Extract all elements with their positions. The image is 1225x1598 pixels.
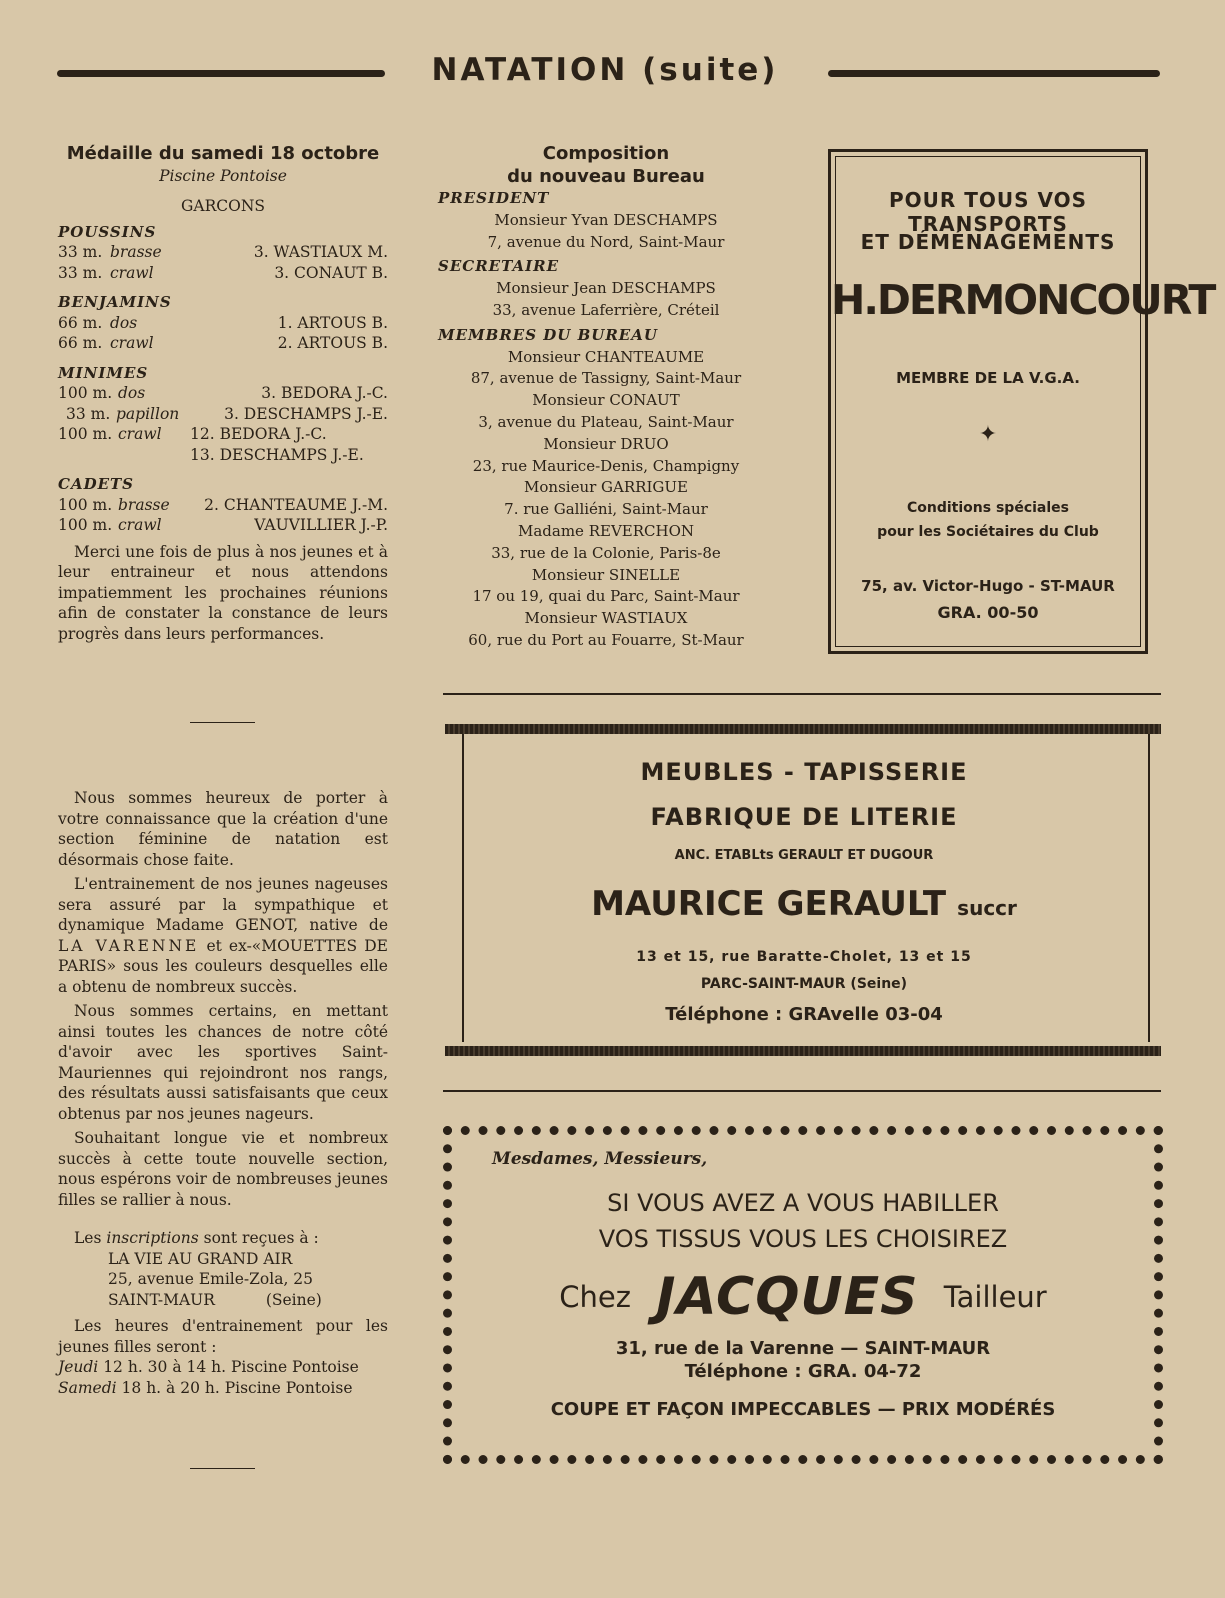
ad-transport	[828, 149, 1215, 654]
column-divider	[190, 722, 255, 723]
feminine-paragraph-3: Nous sommes certains, en mettant ainsi toutes les chances de notre côté d'avoir avec les sportives Saint-Mauriennes qui rejoindront nos rangs, des résultats aussi satisfaisants que ceux obtenus par nos jeunes nageurs.	[58, 1002, 388, 1123]
ad-transport-conditions-2: pour les Sociétaires du Club	[877, 524, 1099, 540]
member-address: 87, avenue de Tassigny, Saint-Maur	[470, 369, 742, 388]
member-address: 3, avenue du Plateau, Saint-Maur	[478, 412, 734, 431]
member-name: Monsieur GARRIGUE	[524, 478, 688, 497]
secretary-label: SECRETAIRE	[438, 257, 559, 276]
result-row: 33 m. papillon 3. DESCHAMPS J.-E.	[66, 404, 388, 423]
results-subtitle: Piscine Pontoise	[159, 167, 287, 185]
secretary-address: 33, avenue Laferrière, Créteil	[492, 300, 720, 319]
ad-furniture-phone: Téléphone : GRAvelle 03-04	[665, 1004, 943, 1025]
benjamins-label: BENJAMINS	[58, 293, 172, 311]
address-line-3: SAINT-MAUR (Seine)	[108, 1290, 322, 1309]
result-row: 13. DESCHAMPS J.-E.	[190, 445, 364, 464]
ad-transport-member: MEMBRE DE LA V.G.A.	[896, 369, 1080, 387]
president-label: PRESIDENT	[438, 189, 550, 207]
ad-tailor-greeting: Mesdames, Messieurs,	[492, 1149, 708, 1169]
results-title: Médaille du samedi 18 octobre	[66, 143, 380, 164]
member-address: 33, rue de la Colonie, Paris-8e	[491, 543, 721, 562]
ad-furniture-address: 13 et 15, rue Baratte-Cholet, 13 et 15	[636, 949, 972, 965]
member-name: Monsieur WASTIAUX	[524, 609, 688, 628]
column-divider-bottom	[190, 1468, 255, 1469]
cadets-label: CADETS	[58, 475, 135, 493]
hours-line-2: Samedi 18 h. à 20 h. Piscine Pontoise	[58, 1378, 353, 1397]
result-row: 100 m. crawl VAUVILLIER J.-P.	[58, 516, 388, 534]
ad-transport-conditions-1: Conditions spéciales	[907, 500, 1069, 516]
ad-furniture	[445, 724, 1163, 1058]
inscriptions-line: Les inscriptions sont reçues à :	[74, 1229, 319, 1247]
result-row: 100 m. brasse 2. CHANTEAUME J.-M.	[58, 495, 388, 514]
member-address: 60, rue du Port au Fouarre, St-Maur	[468, 630, 744, 649]
ad-furniture-name: MAURICE GERAULT succr	[591, 884, 1017, 924]
bureau-title-1: Composition	[542, 143, 670, 164]
member-name: Monsieur CONAUT	[532, 391, 680, 410]
result-row: 33 m. crawl 3. CONAUT B.	[58, 263, 388, 282]
results-category: GARCONS	[181, 197, 265, 215]
ad-transport-address: 75, av. Victor-Hugo - ST-MAUR	[861, 577, 1115, 595]
member-address: 23, rue Maurice-Denis, Champigny	[472, 456, 740, 475]
ad-tailor-slogan: COUPE ET FAÇON IMPECCABLES — PRIX MODÉRÉS	[550, 1399, 1056, 1420]
ad-tailor-address: 31, rue de la Varenne — SAINT-MAUR	[615, 1338, 991, 1359]
ad-tailor-line-2: VOS TISSUS VOUS LES CHOISIREZ	[598, 1225, 1008, 1253]
divider-rule	[443, 693, 1161, 695]
address-line-2: 25, avenue Emile-Zola, 25	[108, 1270, 314, 1288]
secretary-name: Monsieur Jean DESCHAMPS	[496, 279, 716, 298]
feminine-paragraph-1: Nous sommes heureux de porter à votre connaissance que la création d'une section féminine de natation est désormais chose faite.	[58, 789, 388, 869]
ad-transport-line-1: POUR TOUS VOS TRANSPORTS	[888, 188, 1088, 236]
result-row: 66 m. crawl 2. ARTOUS B.	[58, 334, 388, 352]
results-section	[58, 142, 388, 644]
ad-transport-company: H.DERMONCOURT	[831, 276, 1215, 324]
result-row: 100 m. crawl 12. BEDORA J.-C.	[58, 425, 327, 443]
ornament-icon: ✦	[978, 422, 998, 447]
ad-tailor-line-1: SI VOUS AVEZ A VOUS HABILLER	[607, 1189, 999, 1217]
minimes-label: MINIMES	[58, 363, 149, 382]
result-row: 100 m. dos 3. BEDORA J.-C.	[58, 384, 388, 402]
thanks-paragraph: Merci une fois de plus à nos jeunes et à leur entraineur et nous attendons impatiemment les prochaines réunions afin de constater la constance de leurs progrès dans leurs performances.	[58, 542, 388, 643]
ad-furniture-former: ANC. ETABLts GERAULT ET DUGOUR	[674, 848, 934, 863]
president-name: Monsieur Yvan DESCHAMPS	[494, 210, 718, 229]
result-row: 66 m. dos 1. ARTOUS B.	[58, 313, 388, 332]
page-title: NATATION (suite)	[431, 52, 779, 88]
ad-transport-phone: GRA. 00-50	[937, 603, 1039, 622]
ad-tailor-phone: Téléphone : GRA. 04-72	[684, 1361, 922, 1382]
ad-furniture-bottom-bar	[445, 1046, 1161, 1056]
ad-furniture-line-2: FABRIQUE DE LITERIE	[650, 803, 958, 831]
result-row: 33 m. brasse 3. WASTIAUX M.	[58, 243, 388, 261]
poussins-label: POUSSINS	[58, 222, 157, 241]
address-line-1: LA VIE AU GRAND AIR	[108, 1249, 293, 1268]
bureau-title-2: du nouveau Bureau	[507, 166, 705, 187]
ad-furniture-city: PARC-SAINT-MAUR (Seine)	[700, 976, 908, 992]
feminine-section	[58, 788, 388, 1398]
ad-furniture-line-1: MEUBLES - TAPISSERIE	[640, 758, 968, 786]
member-name: Monsieur DRUO	[543, 434, 669, 453]
member-name: Monsieur SINELLE	[531, 565, 681, 584]
member-name: Madame REVERCHON	[517, 521, 694, 540]
hours-line-1: Jeudi 12 h. 30 à 14 h. Piscine Pontoise	[58, 1358, 359, 1376]
member-address: 7. rue Galliéni, Saint-Maur	[504, 500, 708, 519]
bureau-section	[438, 142, 774, 652]
feminine-paragraph-2: L'entrainement de nos jeunes nageuses sera assuré par la sympathique et dynamique Madame GENOT, native de LA VARENNE et ex-«MOUETTES DE PARIS» sous les couleurs desquelles elle a obtenu de nombreux succès.	[58, 875, 388, 996]
title-rule-right	[828, 70, 1160, 77]
members-label: MEMBRES DU BUREAU	[438, 325, 658, 344]
ad-tailor	[443, 1126, 1163, 1464]
member-address: 17 ou 19, quai du Parc, Saint-Maur	[472, 587, 740, 606]
hours-intro: Les heures d'entrainement pour les jeunes filles seront :	[58, 1317, 388, 1356]
member-name: Monsieur CHANTEAUME	[507, 347, 705, 366]
ad-transport-line-2: ET DÉMÉNAGEMENTS	[860, 230, 1116, 254]
ad-tailor-name-line: Chez JACQUES Tailleur	[559, 1267, 1047, 1327]
feminine-paragraph-4: Souhaitant longue vie et nombreux succès à cette toute nouvelle section, nous espérons voir de nombreuses jeunes filles se rallier à nous.	[58, 1129, 388, 1209]
title-rule-left	[57, 70, 385, 77]
president-address: 7, avenue du Nord, Saint-Maur	[487, 232, 725, 251]
divider-rule-2	[443, 1090, 1161, 1092]
